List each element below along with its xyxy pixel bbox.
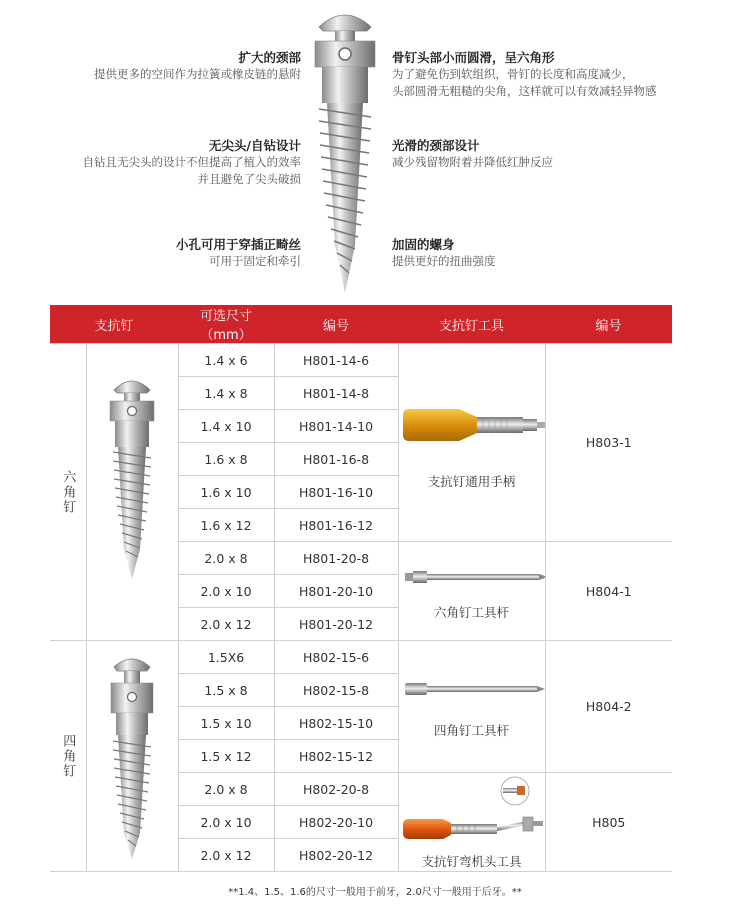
annotation-smooth-neck xyxy=(392,136,553,171)
group-image-cell xyxy=(86,641,178,872)
bender-tool-image xyxy=(399,775,549,849)
code-cell: H801-16-10 xyxy=(274,476,398,509)
size-cell: 2.0 x 10 xyxy=(178,806,274,839)
group-label-cell xyxy=(50,641,86,872)
tool-cell xyxy=(398,542,545,641)
header-anchor: 支抗钉 xyxy=(50,305,178,344)
hex-rod-tool-image xyxy=(399,562,549,592)
code-cell: H802-20-8 xyxy=(274,773,398,806)
handle-tool-image xyxy=(399,395,549,455)
table-row xyxy=(50,344,672,377)
spec-table xyxy=(50,305,672,872)
annotation-text: 提供更多的空间作为拉簧或橡皮链的悬附 xyxy=(94,67,301,81)
tool-code-cell: H803-1 xyxy=(545,344,672,542)
size-cell: 2.0 x 12 xyxy=(178,839,274,872)
footnote: **1.4、1.5、1.6的尺寸一般用于前牙，2.0尺寸一般用于后牙。** xyxy=(228,887,522,898)
code-cell: H801-20-8 xyxy=(274,542,398,575)
code-cell: H801-20-10 xyxy=(274,575,398,608)
annotation-title: 扩大的颈部 xyxy=(238,50,301,65)
annotation-small-hole xyxy=(176,235,301,270)
annotation-body xyxy=(392,235,496,270)
tool-cell xyxy=(398,641,545,773)
code-cell: H802-15-6 xyxy=(274,641,398,674)
size-cell: 1.5X6 xyxy=(178,641,274,674)
tool-label: 支抗钉弯机头工具 xyxy=(421,853,522,869)
tool-code-cell: H804-1 xyxy=(545,542,672,641)
group-label-cell xyxy=(50,344,86,641)
code-cell: H802-15-10 xyxy=(274,707,398,740)
hex-screw-icon xyxy=(102,374,162,584)
hex-screw-image xyxy=(305,5,385,295)
code-cell: H802-20-12 xyxy=(274,839,398,872)
annotation-title: 光滑的颈部设计 xyxy=(392,138,480,153)
size-cell: 1.5 x 10 xyxy=(178,707,274,740)
annotation-title: 加固的螺身 xyxy=(392,237,455,252)
tool-label: 支抗钉通用手柄 xyxy=(427,474,516,489)
tool-code-cell: H804-2 xyxy=(545,641,672,773)
annotation-head xyxy=(392,48,657,100)
size-cell: 2.0 x 8 xyxy=(178,773,274,806)
tool-label: 四角钉工具杆 xyxy=(434,723,510,738)
size-cell: 1.6 x 8 xyxy=(178,443,274,476)
annotation-text: 为了避免伤到软组织，骨钉的长度和高度减少， xyxy=(392,67,634,81)
code-cell: H802-15-8 xyxy=(274,674,398,707)
size-cell: 1.5 x 8 xyxy=(178,674,274,707)
square-screw-icon xyxy=(102,653,162,863)
annotation-text: 提供更好的扭曲强度 xyxy=(392,254,496,268)
code-cell: H802-20-10 xyxy=(274,806,398,839)
size-cell: 1.4 x 10 xyxy=(178,410,274,443)
header-code: 编号 xyxy=(274,305,398,344)
annotation-text: 减少残留物附着并降低红肿反应 xyxy=(392,155,553,169)
header-tool-code: 编号 xyxy=(545,305,672,344)
size-cell: 2.0 x 8 xyxy=(178,542,274,575)
tool-label: 六角钉工具杆 xyxy=(434,604,510,620)
code-cell: H801-14-10 xyxy=(274,410,398,443)
annotation-text: 自钻且无尖头的设计不但提高了植入的效率 xyxy=(82,155,301,169)
size-cell: 1.6 x 12 xyxy=(178,509,274,542)
group-image-cell xyxy=(86,344,178,641)
annotation-title: 小孔可用于穿插正畸丝 xyxy=(175,237,301,252)
code-cell: H802-15-12 xyxy=(274,740,398,773)
annotation-self-drilling xyxy=(83,136,302,188)
tool-cell xyxy=(398,773,545,872)
size-cell: 1.6 x 10 xyxy=(178,476,274,509)
size-cell: 1.5 x 12 xyxy=(178,740,274,773)
tool-code-cell: H805 xyxy=(545,773,672,872)
group-label-hex: 六角钉 xyxy=(60,469,76,515)
group-label-square: 四角钉 xyxy=(60,733,76,779)
table-header-row xyxy=(50,305,672,344)
code-cell: H801-14-8 xyxy=(274,377,398,410)
code-cell: H801-16-8 xyxy=(274,443,398,476)
annotation-text: 并且避免了尖头破损 xyxy=(197,172,301,186)
code-cell: H801-14-6 xyxy=(274,344,398,377)
annotation-text: 可用于固定和牵引 xyxy=(209,254,301,268)
size-cell: 2.0 x 12 xyxy=(178,608,274,641)
annotation-title: 无尖头/自钻设计 xyxy=(208,138,301,153)
square-rod-tool-image xyxy=(399,674,549,704)
table-row xyxy=(50,641,672,674)
annotation-text: 头部圆滑无粗糙的尖角，这样就可以有效减轻异物感 xyxy=(392,84,657,98)
size-cell: 1.4 x 6 xyxy=(178,344,274,377)
code-cell: H801-16-12 xyxy=(274,509,398,542)
annotation-neck xyxy=(94,48,301,83)
annotation-title: 骨钉头部小而圆滑，呈六角形 xyxy=(392,50,555,65)
tool-cell xyxy=(398,344,545,542)
header-size: 可选尺寸（mm） xyxy=(178,305,274,344)
size-cell: 1.4 x 8 xyxy=(178,377,274,410)
header-tool: 支抗钉工具 xyxy=(398,305,545,344)
code-cell: H801-20-12 xyxy=(274,608,398,641)
size-cell: 2.0 x 10 xyxy=(178,575,274,608)
